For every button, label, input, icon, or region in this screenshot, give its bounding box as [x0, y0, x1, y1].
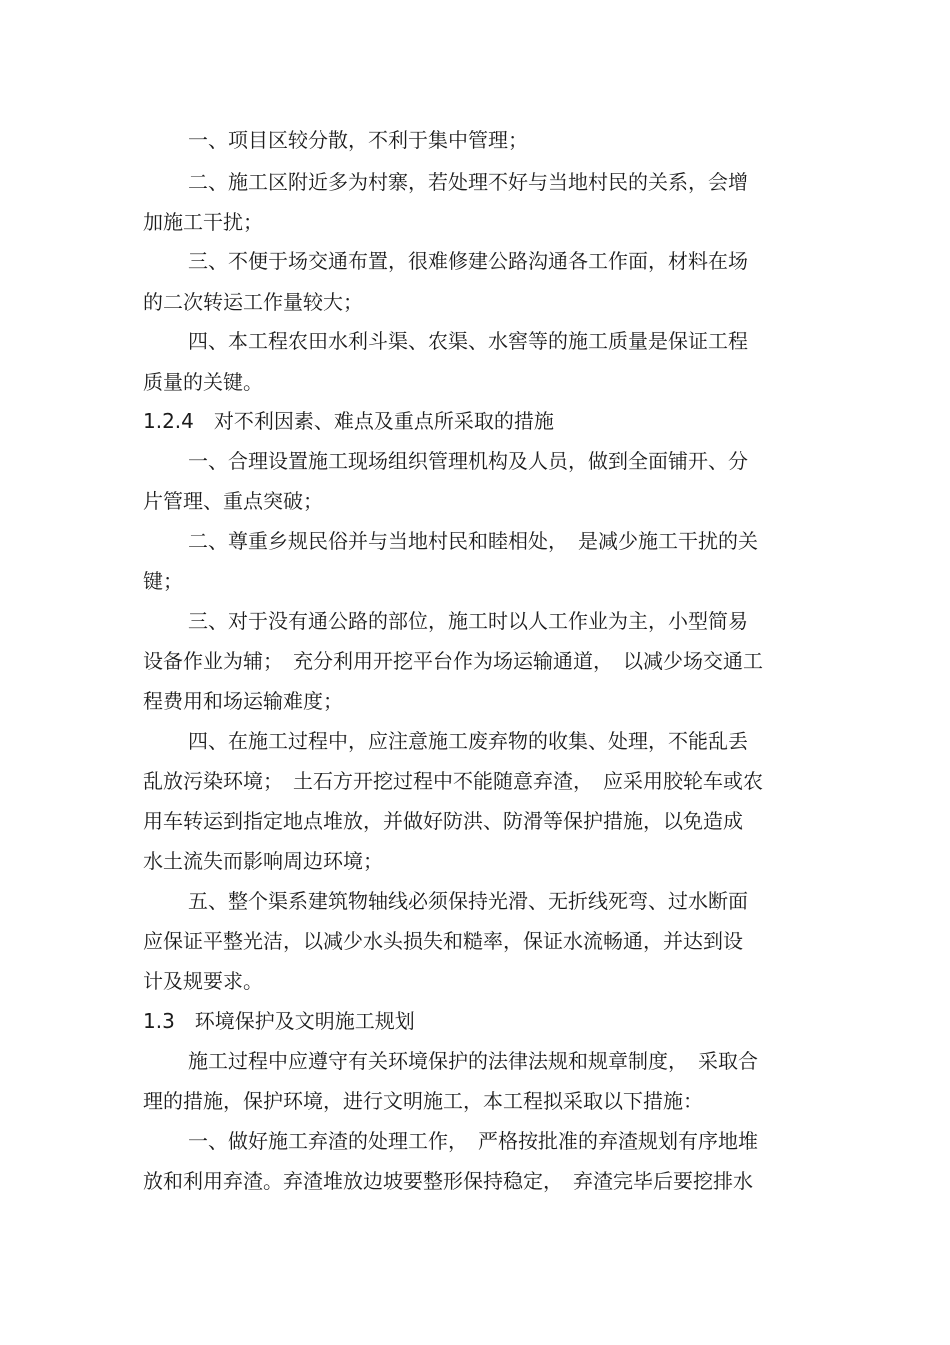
text-line: 放和利用弃渣。弃渣堆放边坡要整形保持稳定， 弃渣完毕后要挖排水 — [143, 1169, 753, 1193]
text-line: 二、尊重乡规民俗并与当地村民和睦相处， 是减少施工干扰的关 — [188, 529, 758, 553]
text-line: 一、做好施工弃渣的处理工作， 严格按批准的弃渣规划有序地堆 — [188, 1129, 758, 1153]
text-line: 一、合理设置施工现场组织管理机构及人员，做到全面铺开、分 — [188, 449, 748, 473]
section-heading: 1.2.4 对不利因素、难点及重点所采取的措施 — [143, 409, 554, 433]
text-line: 用车转运到指定地点堆放，并做好防洪、防滑等保护措施，以免造成 — [143, 809, 743, 833]
text-line: 质量的关键。 — [143, 370, 263, 394]
text-line: 施工过程中应遵守有关环境保护的法律法规和规章制度， 采取合 — [188, 1049, 758, 1073]
text-line: 二、施工区附近多为村寨，若处理不好与当地村民的关系，会增 — [188, 170, 748, 194]
text-line: 五、整个渠系建筑物轴线必须保持光滑、无折线死弯、过水断面 — [188, 889, 748, 913]
text-line: 三、不便于场交通布置，很难修建公路沟通各工作面，材料在场 — [188, 249, 748, 273]
text-line: 乱放污染环境； 土石方开挖过程中不能随意弃渣， 应采用胶轮车或农 — [143, 769, 763, 793]
text-line: 理的措施，保护环境，进行文明施工，本工程拟采取以下措施： — [143, 1089, 703, 1113]
section-heading: 1.3 环境保护及文明施工规划 — [143, 1009, 415, 1033]
text-line: 设备作业为辅； 充分利用开挖平台作为场运输通道， 以减少场交通工 — [143, 649, 763, 673]
text-line: 三、对于没有通公路的部位，施工时以人工作业为主，小型简易 — [188, 609, 748, 633]
text-line: 计及规要求。 — [143, 969, 263, 993]
text-line: 一、项目区较分散，不利于集中管理； — [188, 128, 528, 152]
text-line: 四、本工程农田水利斗渠、农渠、水窖等的施工质量是保证工程 — [188, 329, 748, 353]
text-line: 水土流失而影响周边环境； — [143, 849, 383, 873]
text-line: 程费用和场运输难度； — [143, 689, 343, 713]
text-line: 应保证平整光洁，以减少水头损失和糙率，保证水流畅通，并达到设 — [143, 929, 743, 953]
text-line: 加施工干扰； — [143, 210, 263, 234]
text-line: 四、在施工过程中，应注意施工废弃物的收集、处理，不能乱丢 — [188, 729, 748, 753]
text-line: 片管理、重点突破； — [143, 489, 323, 513]
text-line: 键； — [143, 569, 183, 593]
text-line: 的二次转运工作量较大； — [143, 290, 363, 314]
